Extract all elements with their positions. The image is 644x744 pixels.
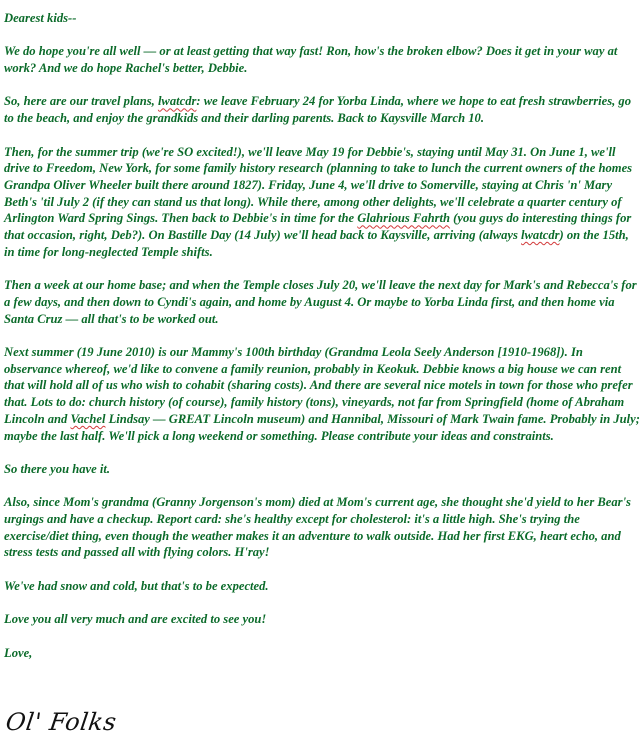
paragraph-so-there: So there you have it.	[4, 461, 110, 476]
letter-body	[4, 10, 642, 678]
paragraph-reunion	[4, 344, 642, 444]
text-run: ) on the 15th, in time for long-neglected Temple shifts.	[4, 228, 629, 259]
paragraph-health: We do hope you're all well — or at least getting that way fast! Ron, how's the broken elbow? Does it get in your way at work? And we do hope Rachel's better, Debbie.	[4, 44, 618, 76]
text-run: So, here are our travel plans,	[4, 94, 158, 109]
paragraph-travel-plans	[4, 93, 642, 126]
misspelled-word[interactable]: Vachel	[70, 411, 106, 426]
paragraph-home-base: Then a week at our home base; and when the Temple closes July 20, we'll leave the next day for Mark's and Rebecca's for a few days, and then down to Cyndi's again, and home by August 4. Or maybe to Yorba Linda first, and then home via Santa Cruz — all that's to be worked out.	[4, 278, 637, 326]
signature: Ol' Folks	[4, 708, 119, 736]
paragraph-summer-trip	[4, 144, 642, 261]
greeting: Dearest kids--	[4, 11, 77, 25]
paragraph-checkup: Also, since Mom's grandma (Granny Jorgenson's mom) died at Mom's current age, she thought she'd yield to her Bear's urgings and have a checkup. Report card: she's healthy except for cholesterol: it's a little high. She's trying the exercise/diet thing, even though the weather makes it an adventure to walk outside. Had her first EKG, heart echo, and stress tests and passed all with flying colors. H'ray!	[4, 495, 631, 560]
paragraph-love: Love you all very much and are excited to see you!	[4, 612, 267, 627]
misspelled-word[interactable]: Glahrious Fahrth	[357, 211, 451, 226]
text-run: Then, for the summer trip (we're SO excited!), we'll leave May 19 for Debbie's, staying until May 31. On June 1, we'll drive to Freedom, New York, for some family history research (planning to take to lunch the current owners of the homes Grandpa Oliver Wheeler built there around 1827). Friday, June 4, we'll drive to Somerville, staying at Chris 'n' Mary Beth's 'til July 2 (if they can stand us that long). While there, among other delights, we'll celebrate a quarter century of Arlington Ward Spring Sings. Then back to Debbie's in time for the	[4, 144, 633, 226]
closing: Love,	[4, 645, 33, 660]
paragraph-weather: We've had snow and cold, but that's to be expected.	[4, 578, 269, 593]
text-run: (you guys do interesting things for that occasion, right, Deb?). On Bastille Day (14 July) we'll head back to Kaysville, arriving (always	[4, 211, 632, 243]
text-run: : we leave February 24 for Yorba Linda, where we hope to eat fresh strawberries, go to the beach, and enjoy the grandkids and their darling parents. Back to Kaysville March 10.	[4, 94, 632, 126]
text-run: Next summer (19 June 2010) is our Mammy's 100th birthday (Grandma Leola Seely Anderson [1910-1968]). In observance whereof, we'd like to convene a family reunion, probably in Keokuk. Debbie knows a big house we can rent that will hold all of us who wish to cohabit (sharing costs). And there are several nice motels in town for those who prefer that. Lots to do: church history (of course), family history (tons), vineyards, not far from Springfield (home of Abraham Lincoln and	[4, 344, 633, 426]
misspelled-word[interactable]: lwatcdr	[157, 94, 197, 109]
text-run: Lindsay — GREAT Lincoln museum) and Hannibal, Missouri of Mark Twain fame. Probably in July; maybe the last half. We'll pick a long weekend or something. Please contribute your ideas and constraints.	[4, 411, 640, 443]
misspelled-word[interactable]: lwatcdr	[521, 228, 560, 243]
